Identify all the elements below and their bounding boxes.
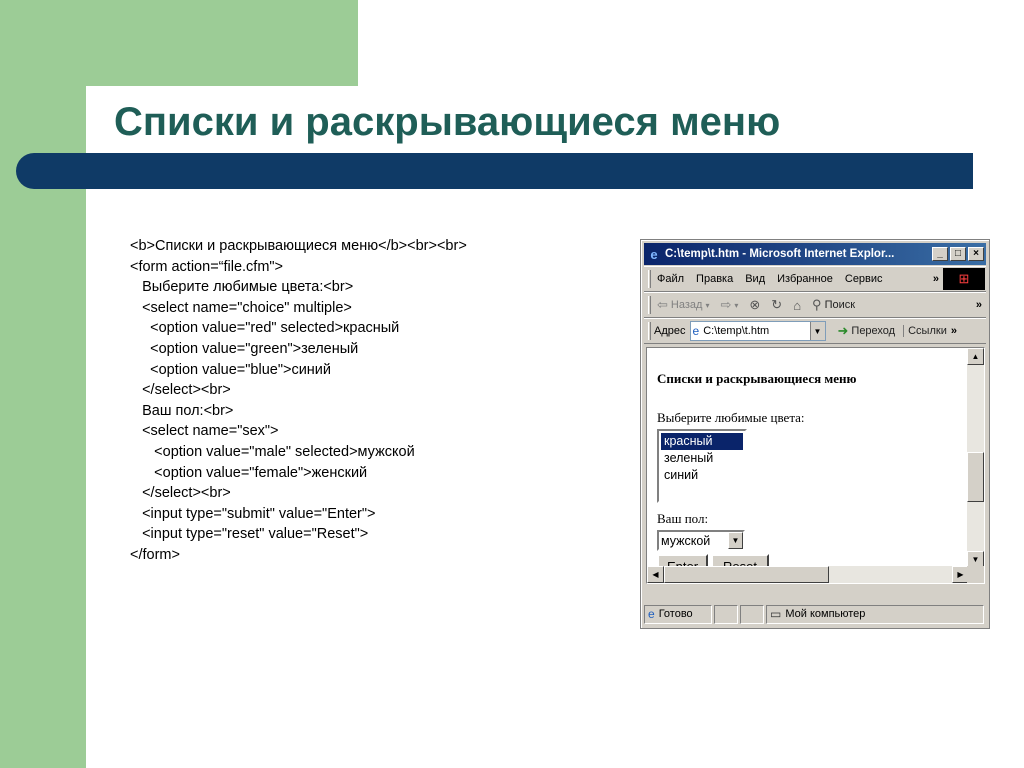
- scroll-left-icon[interactable]: ◀: [647, 566, 664, 583]
- code-line: <option value="female">женский: [130, 464, 368, 481]
- refresh-button[interactable]: [771, 297, 785, 313]
- status-empty-pane: [740, 605, 764, 624]
- internet-explorer-icon: e: [650, 246, 658, 262]
- title-underline-bar: [16, 153, 973, 189]
- code-line: <option value="green">зеленый: [130, 340, 359, 357]
- code-line: <option value="blue">синий: [130, 361, 332, 378]
- scroll-right-icon[interactable]: ▶: [952, 566, 969, 583]
- back-dropdown-icon: ▾: [705, 300, 710, 310]
- home-icon: ⌂: [793, 297, 802, 313]
- scrollbar-corner: [967, 566, 984, 583]
- vertical-scroll-thumb[interactable]: [967, 452, 984, 502]
- browser-title: C:\temp\t.htm - Microsoft Internet Explor...: [665, 248, 895, 260]
- code-line: </select><br>: [130, 382, 231, 399]
- sex-label: Ваш пол:: [657, 511, 709, 526]
- menu-favorites[interactable]: Избранное: [777, 273, 833, 285]
- option-blue[interactable]: синий: [664, 468, 699, 482]
- menu-edit[interactable]: Правка: [696, 273, 734, 285]
- status-zone: Мой компьютер: [785, 608, 866, 620]
- horizontal-scrollbar[interactable]: [647, 566, 985, 583]
- code-line: Ваш пол:<br>: [130, 402, 234, 419]
- back-arrow-icon: ⇦: [657, 297, 668, 312]
- go-button[interactable]: [838, 323, 896, 339]
- toolbar-grip[interactable]: [648, 270, 651, 288]
- close-button[interactable]: ×: [968, 247, 984, 261]
- toolbar-grip[interactable]: [648, 296, 651, 314]
- slide-green-corner: [0, 0, 358, 86]
- browser-page-content: [646, 347, 985, 584]
- page-status-icon: e: [648, 607, 655, 621]
- vertical-scrollbar[interactable]: [967, 348, 984, 568]
- standard-toolbar: [644, 292, 986, 318]
- search-icon: ⚲: [812, 297, 822, 312]
- code-line: </form>: [130, 546, 180, 563]
- code-line: Выберите любимые цвета:<br>: [130, 279, 354, 296]
- code-line: <select name="choice" multiple>: [130, 299, 352, 316]
- address-label: Адрес: [654, 325, 686, 337]
- code-line: <select name="sex">: [130, 423, 279, 440]
- menu-tools[interactable]: Сервис: [844, 273, 883, 285]
- menu-file[interactable]: Файл: [657, 273, 685, 285]
- colors-multiselect[interactable]: [657, 429, 747, 503]
- forward-arrow-icon: ⇨: [720, 297, 732, 312]
- scroll-down-icon[interactable]: ▼: [967, 551, 984, 568]
- menu-more-chevron[interactable]: »: [932, 273, 939, 285]
- html-code-listing: [130, 236, 467, 566]
- sex-select[interactable]: [657, 530, 745, 551]
- code-line: <input type="submit" value="Enter">: [130, 505, 376, 522]
- page-icon: e: [692, 324, 700, 338]
- scroll-up-icon[interactable]: ▲: [967, 348, 984, 365]
- links-label: Ссылки: [908, 325, 947, 337]
- sex-selected-value: мужской: [661, 533, 711, 548]
- back-button[interactable]: [657, 297, 712, 313]
- forward-button[interactable]: [720, 297, 741, 313]
- browser-window: [640, 239, 990, 629]
- horizontal-scroll-thumb[interactable]: [664, 566, 829, 583]
- page-heading: Списки и раскрывающиеся меню: [657, 371, 857, 386]
- option-green[interactable]: зеленый: [664, 451, 714, 465]
- address-dropdown-icon[interactable]: ▼: [810, 322, 825, 340]
- code-line: <input type="reset" value="Reset">: [130, 526, 369, 543]
- address-field[interactable]: [690, 321, 826, 341]
- status-bar: [644, 603, 986, 625]
- slide-green-strip: [0, 0, 86, 768]
- colors-label: Выберите любимые цвета:: [657, 410, 805, 425]
- maximize-button[interactable]: □: [950, 247, 966, 261]
- windows-logo-icon: ⊞: [943, 268, 985, 290]
- forward-dropdown-icon: ▾: [734, 300, 739, 310]
- address-value: C:\temp\t.htm: [703, 325, 770, 337]
- chevron-down-icon[interactable]: ▼: [728, 532, 743, 549]
- status-text: Готово: [658, 608, 693, 620]
- status-zone-pane: [766, 605, 984, 624]
- stop-button[interactable]: [749, 297, 763, 313]
- go-arrow-icon: ➜: [837, 323, 849, 338]
- code-line: </select><br>: [130, 485, 231, 502]
- back-label: Назад: [670, 299, 703, 311]
- toolbar-more-chevron[interactable]: »: [975, 299, 982, 311]
- code-line: <form action=“file.cfm">: [130, 258, 284, 275]
- search-label: Поиск: [824, 299, 856, 311]
- menu-bar: [644, 266, 986, 292]
- status-empty-pane: [714, 605, 738, 624]
- slide-title: Списки и раскрывающиеся меню: [114, 100, 781, 144]
- links-more-chevron[interactable]: »: [950, 325, 957, 337]
- toolbar-grip[interactable]: [648, 322, 651, 340]
- code-line: <option value="red" selected>красный: [130, 320, 400, 337]
- address-bar: [644, 318, 986, 344]
- refresh-icon: ↻: [771, 297, 783, 312]
- menu-view[interactable]: Вид: [745, 273, 766, 285]
- search-button[interactable]: [812, 297, 855, 313]
- browser-title-bar[interactable]: [644, 243, 986, 265]
- links-button[interactable]: [903, 325, 947, 337]
- status-text-pane: [644, 605, 712, 624]
- stop-icon: ⊗: [749, 297, 761, 312]
- code-line: <b>Списки и раскрывающиеся меню</b><br><br>: [130, 238, 467, 254]
- option-red[interactable]: красный: [661, 433, 743, 450]
- minimize-button[interactable]: _: [932, 247, 948, 261]
- code-line: <option value="male" selected>мужской: [130, 443, 415, 460]
- home-button[interactable]: [793, 298, 804, 313]
- my-computer-icon: ▭: [770, 607, 782, 621]
- go-label: Переход: [851, 325, 896, 337]
